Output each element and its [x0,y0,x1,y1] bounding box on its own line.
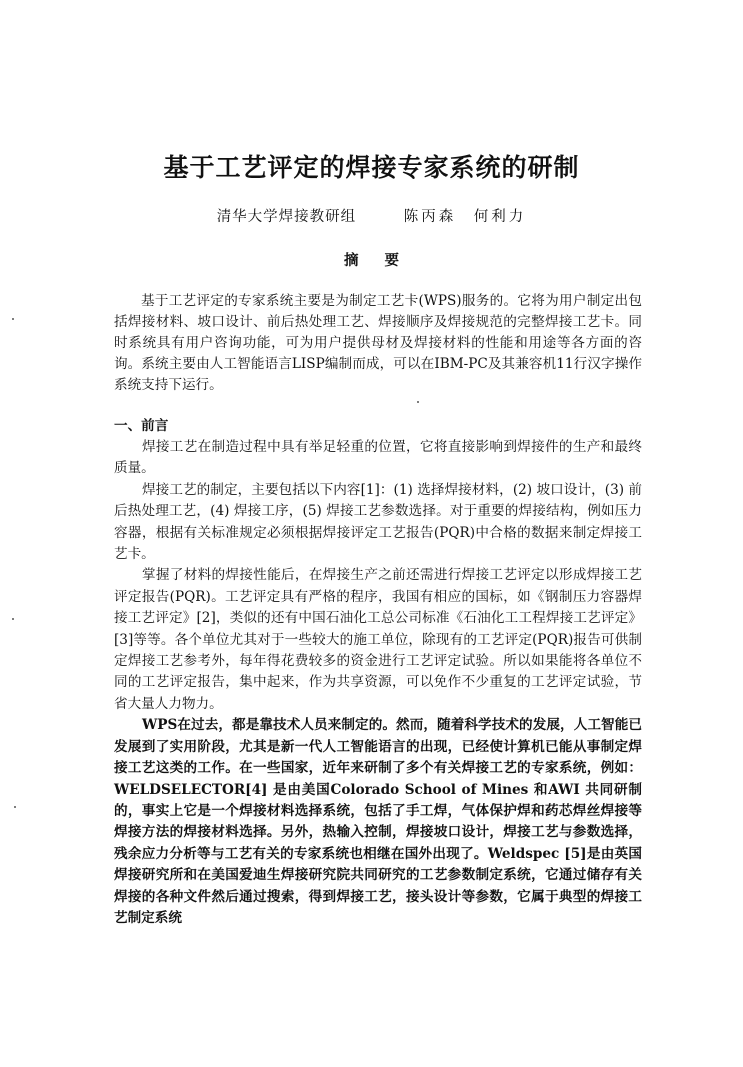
paper-title: 基于工艺评定的焊接专家系统的研制 [163,153,580,182]
body-paragraph: WPS在过去，都是靠技术人员来制定的。然而，随着科学技术的发展，人工智能已发展到了实用阶段，尤其是新一代人工智能语言的出现，已经使计算机已能从事制定焊接工艺这类的工作。在一些国家，近年来研制了多个有关焊接工艺的专家系统，例如：WELDSELECTOR[4] 是由美国Colorado School of Mines 和AWI 共同研制的，事实上它是一个焊接材料选择系统，包括了手工焊，气体保护焊和药芯焊丝焊接等焊接方法的焊接材料选择。另外，热输入控制，焊接坡口设计，焊接工艺与参数选择，残余应力分析等与工艺有关的专家系统也相继在国外出现了。Weldspec [5]是由英国焊接研究所和在美国爱迪生焊接研究院共同研究的工艺参数制定系统，它通过储存有关焊接的各种文件然后通过搜索，得到焊接工艺，接头设计等参数，它属于典型的焊接工艺制定系统 [114,717,642,926]
scan-speck [12,318,14,320]
scan-speck [14,806,16,808]
abstract-text: 基于工艺评定的专家系统主要是为制定工艺卡(WPS)服务的。它将为用户制定出包括焊接材料、坡口设计、前后热处理工艺、焊接顺序及焊接规范的完整焊接工艺卡。同时系统具有用户咨询功能，可为用户提供母材及焊接材料的性能和用途等各方面的咨询。系统主要由人工智能语言LISP编制而成，可以在IBM-PC及其兼容机11行汉字操作系统支持下运行。 [114,293,642,393]
body-paragraph: 焊接工艺的制定，主要包括以下内容[1]：(1) 选择焊接材料，(2) 坡口设计，(3) 前后热处理工艺，(4) 焊接工序，(5) 焊接工艺参数选择。对于重要的焊接结构，例如压力容器，根据有关标准规定必须根据焊接评定工艺报告(PQR)中合格的数据来制定焊接工艺卡。 [114,481,642,563]
section-body [114,437,642,929]
author-names: 陈丙森 何利力 [403,209,527,225]
author-line [0,205,743,226]
scan-speck [12,618,14,620]
body-paragraph: 掌握了材料的焊接性能后，在焊接生产之前还需进行焊接工艺评定以形成焊接工艺评定报告(PQR)。工艺评定具有严格的程序，我国有相应的国标，如《钢制压力容器焊接工艺评定》[2]，类似的还有中国石油化工总公司标准《石油化工工程焊接工艺评定》[3]等等。各个单位尤其对于一些较大的施工单位，除现有的工艺评定(PQR)报告可供制定焊接工艺参考外，每年得花费较多的资金进行工艺评定试验。所以如果能将各单位不同的工艺评定报告，集中起来，作为共享资源，可以免作不少重复的工艺评定试验，节省大量人力物力。 [114,567,642,712]
abstract-heading-label: 摘要 [344,253,425,269]
scan-speck [417,401,419,403]
abstract-heading [0,249,743,270]
affiliation: 清华大学焊接教研组 [216,209,357,225]
section-heading: 一、前言 [114,418,169,434]
body-paragraph: 焊接工艺在制造过程中具有举足轻重的位置，它将直接影响到焊接件的生产和最终质量。 [114,439,642,477]
